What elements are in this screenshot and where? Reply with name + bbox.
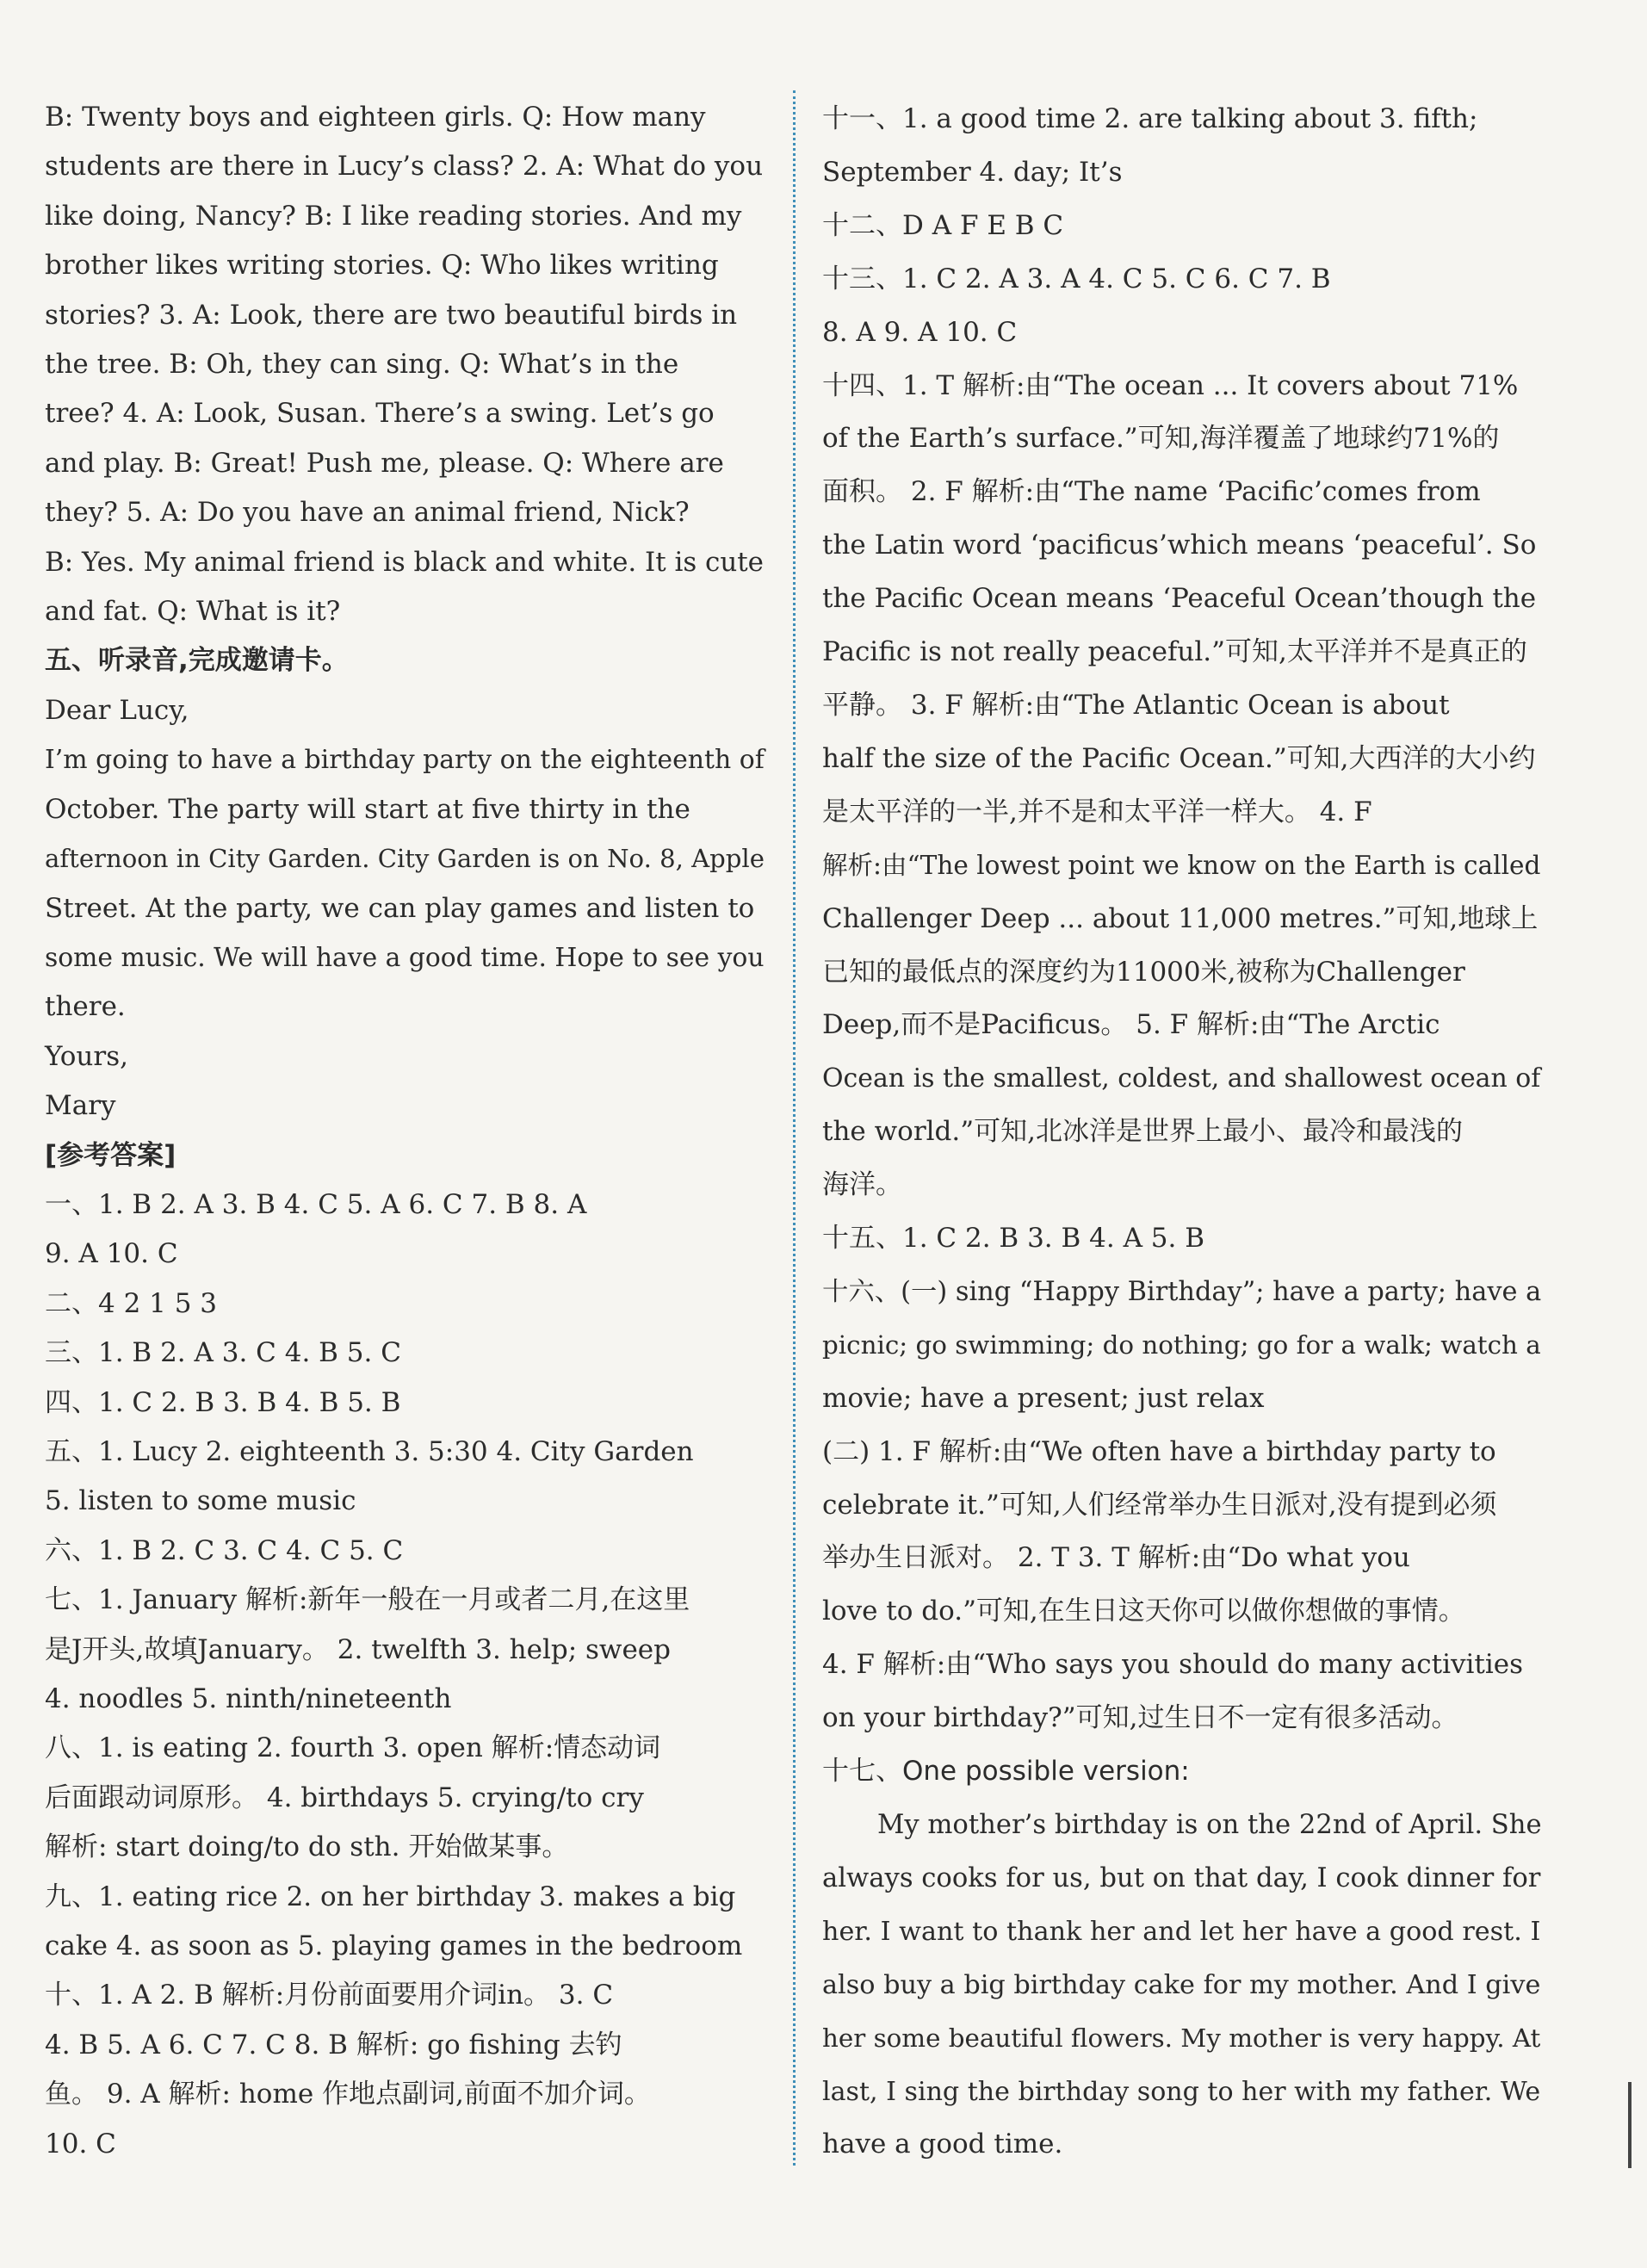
transcript-line: and fat. Q: What is it? [45,596,341,628]
essay-line: her. I want to thank her and let her have a good rest. I [822,1916,1541,1947]
answer-line: love to do.”可知,在生日这天你可以做你想做的事情。 [822,1596,1465,1627]
letter-closing: Yours, [45,1040,128,1072]
transcript-line: like doing, Nancy? B: I like reading stories. And my [45,200,742,232]
answer-line: 海洋。 [822,1169,902,1201]
answer-line: cake 4. as soon as 5. playing games in the bedroom [45,1930,743,1962]
answer-line: on your birthday?”可知,过生日不一定有很多活动。 [822,1702,1458,1734]
transcript-line: tree? 4. A: Look, Susan. There’s a swing. Let’s go [45,398,715,430]
answer-line: 十二、D A F E B C [822,209,1064,241]
answer-line: (二) 1. F 解析:由“We often have a birthday party to [822,1435,1496,1467]
transcript-line: stories? 3. A: Look, there are two beautiful birds in [45,299,738,331]
answer-line: 4. noodles 5. ninth/nineteenth [45,1683,452,1714]
answer-line: 九、1. eating rice 2. on her birthday 3. makes a big [45,1881,736,1912]
answer-line: 是太平洋的一半,并不是和太平洋一样大。 4. F [822,796,1372,827]
letter-line: there. [45,991,126,1023]
letter-greeting: Dear Lucy, [45,694,189,726]
transcript-line: brother likes writing stories. Q: Who likes writing [45,250,719,282]
answer-line: 10. C [45,2128,116,2160]
answer-line: 六、1. B 2. C 3. C 4. C 5. C [45,1534,404,1566]
answer-line: 解析: start doing/to do sth. 开始做某事。 [45,1831,569,1863]
answer-line: 五、1. Lucy 2. eighteenth 3. 5:30 4. City Garden [45,1435,694,1467]
answer-line: movie; have a present; just relax [822,1382,1265,1414]
invitation-letter [45,686,765,1131]
answer-line: Challenger Deep ... about 11,000 metres.”可知,地球上 [822,902,1539,934]
answer-line: 4. F 解析:由“Who says you should do many activities [822,1649,1524,1681]
answer-line: September 4. day; It’s [822,156,1123,188]
answer-line: 9. A 10. C [45,1238,178,1270]
transcript-line: B: Twenty boys and eighteen girls. Q: How many [45,102,706,133]
page-edge-mark [1628,2082,1632,2168]
transcript-line: the tree. B: Oh, they can sing. Q: What’s in the [45,349,679,381]
answer-line: 四、1. C 2. B 3. B 4. B 5. B [45,1386,401,1418]
answer-line: 十五、1. C 2. B 3. B 4. A 5. B [822,1223,1205,1255]
answer-line: 十、1. A 2. B 解析:月份前面要用介词in。 3. C [45,1980,614,2011]
right-column [822,93,1541,2172]
answer-line: Deep,而不是Pacificus。 5. F 解析:由“The Arctic [822,1009,1440,1041]
answer-line: half the size of the Pacific Ocean.”可知,大西洋的大小约 [822,742,1536,774]
letter-signature: Mary [45,1090,116,1122]
essay-line: her some beautiful flowers. My mother is very happy. At [822,2023,1541,2053]
transcript-line: and play. B: Great! Push me, please. Q: Where are [45,447,724,479]
answer-line: picnic; go swimming; do nothing; go for a walk; watch a [822,1329,1541,1360]
answer-line: 十一、1. a good time 2. are talking about 3. fifth; [822,103,1478,134]
answer-line: 4. B 5. A 6. C 7. C 8. B 解析: go fishing 去钓 [45,2029,622,2060]
left-column [45,93,765,2169]
answer-line: Ocean is the smallest, coldest, and shallowest ocean of [822,1063,1541,1094]
answer-line: Pacific is not really peaceful.”可知,太平洋并不是真正的 [822,636,1527,668]
answer-line: 8. A 9. A 10. C [822,316,1018,348]
essay-line: always cooks for us, but on that day, I cook dinner for [822,1862,1541,1893]
answer-line: the Pacific Ocean means ‘Peaceful Ocean’though the [822,583,1537,615]
answer-line: 是J开头,故填January。 2. twelfth 3. help; sweep [45,1633,672,1665]
answer-line: 已知的最低点的深度约为11000米,被称为Challenger [822,956,1465,988]
sample-essay [822,1799,1541,2172]
transcript-line: they? 5. A: Do you have an animal friend, Nick? [45,497,690,529]
letter-line: Street. At the party, we can play games and listen to [45,892,755,924]
answers-heading: [参考答案] [45,1139,176,1171]
letter-line: some music. We will have a good time. Hope to see you [45,942,765,973]
essay-line: My mother’s birthday is on the 22nd of April. She [877,1810,1542,1840]
answer-line: 鱼。 9. A 解析: home 作地点副词,前面不加介词。 [45,2079,651,2110]
answer-line: 十三、1. C 2. A 3. A 4. C 5. C 6. C 7. B [822,263,1331,294]
answer-line: 三、1. B 2. A 3. C 4. B 5. C [45,1337,401,1369]
letter-line: afternoon in City Garden. City Garden is on No. 8, Apple [45,844,765,874]
answer-key [45,1180,765,2169]
essay-line: also buy a big birthday cake for my mother. And I give [822,1969,1541,2000]
answer-line: 二、4 2 1 5 3 [45,1287,218,1319]
writing-heading: 十七、One possible version: [822,1756,1190,1788]
answer-line: 八、1. is eating 2. fourth 3. open 解析:情态动词 [45,1732,661,1764]
transcript-line: students are there in Lucy’s class? 2. A: What do you [45,151,764,183]
answer-line: 平静。 3. F 解析:由“The Atlantic Ocean is about [822,689,1450,721]
letter-line: October. The party will start at five thirty in the [45,793,690,825]
answer-line: celebrate it.”可知,人们经常举办生日派对,没有提到必须 [822,1489,1497,1521]
answer-line: of the Earth’s surface.”可知,海洋覆盖了地球约71%的 [822,423,1500,455]
answer-line: 面积。 2. F 解析:由“The name ‘Pacific’comes from [822,476,1481,508]
column-divider [793,90,796,2166]
answer-key-continued [822,93,1541,1799]
answer-line: 5. listen to some music [45,1485,356,1517]
answer-line: 后面跟动词原形。 4. birthdays 5. crying/to cry [45,1782,644,1813]
answer-line: 一、1. B 2. A 3. B 4. C 5. A 6. C 7. B 8. A [45,1188,587,1220]
listening-transcript [45,93,765,636]
answer-line: the Latin word ‘pacificus’which means ‘peaceful’. So [822,530,1537,561]
answer-line: 解析:由“The lowest point we know on the Earth is called [822,850,1541,880]
section-heading: 五、听录音,完成邀请卡。 [45,645,349,677]
answer-line: 十四、1. T 解析:由“The ocean ... It covers about 71% [822,369,1519,401]
answer-line: the world.”可知,北冰洋是世界上最小、最冷和最浅的 [822,1116,1463,1148]
essay-line: have a good time. [822,2129,1063,2160]
transcript-line: B: Yes. My animal friend is black and white. It is cute [45,546,764,578]
answer-line: 七、1. January 解析:新年一般在一月或者二月,在这里 [45,1584,690,1616]
answer-line: 十六、(一) sing “Happy Birthday”; have a party; have a [822,1276,1542,1307]
answer-line: 举办生日派对。 2. T 3. T 解析:由“Do what you [822,1542,1410,1574]
essay-line: last, I sing the birthday song to her with my father. We [822,2076,1541,2107]
letter-line: I’m going to have a birthday party on the eighteenth of [45,745,765,776]
